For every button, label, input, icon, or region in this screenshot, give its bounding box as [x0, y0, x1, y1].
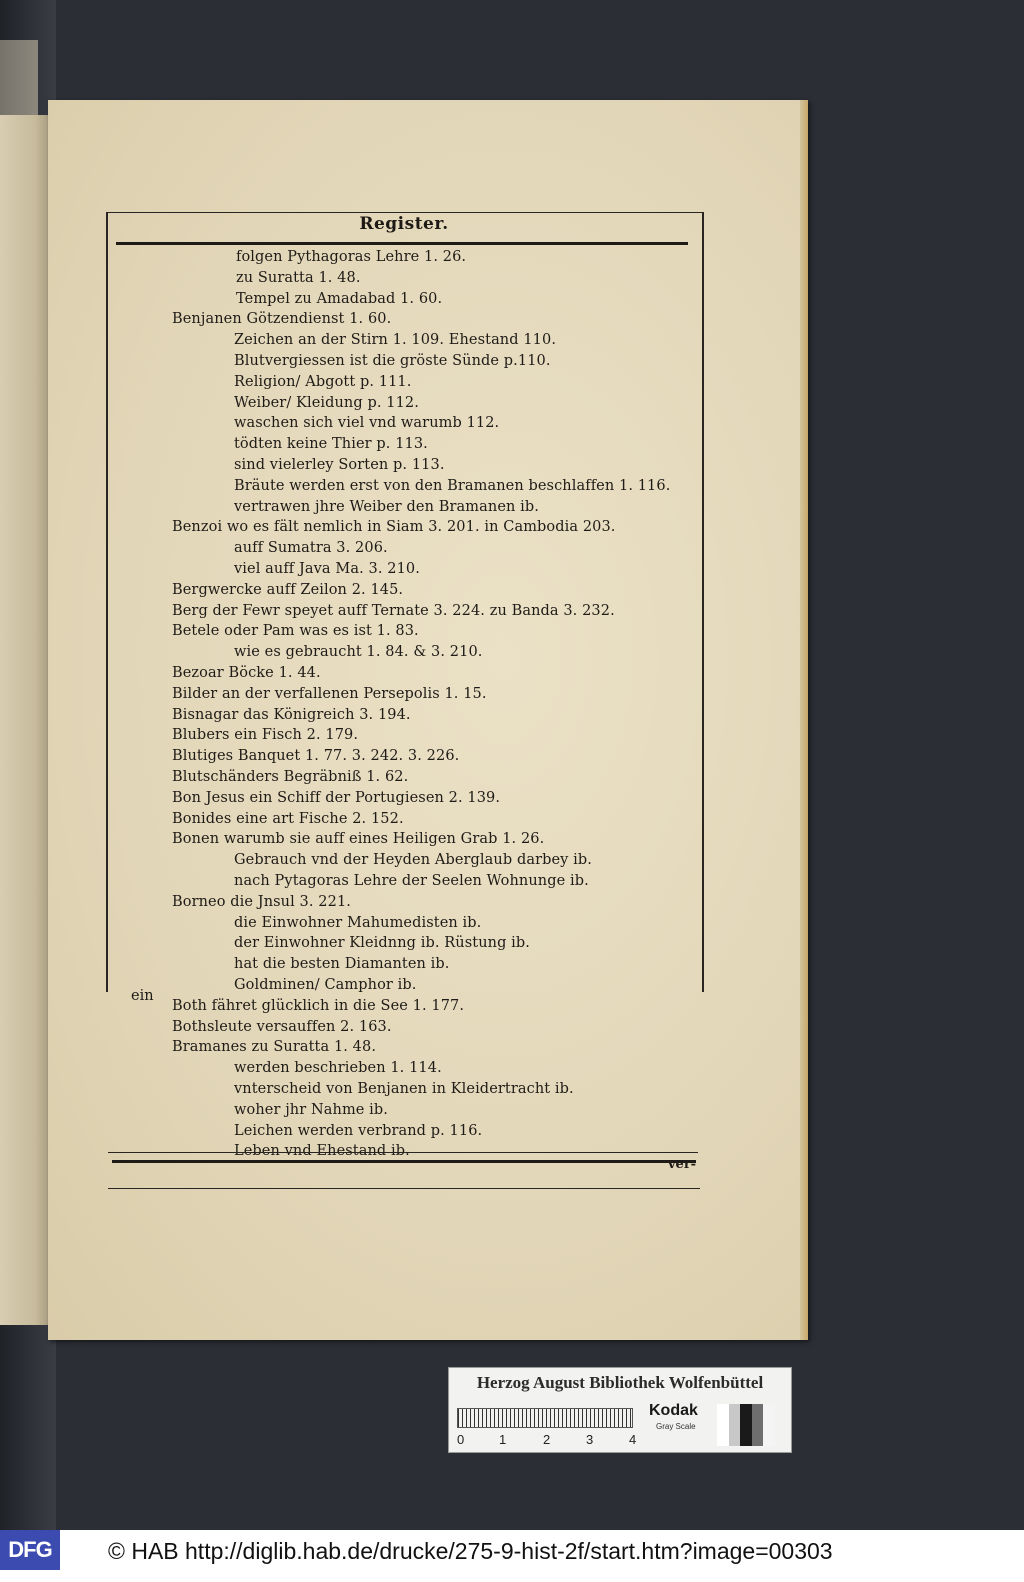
- catchword: ver-: [668, 1157, 697, 1172]
- ruler-numbers: [455, 1432, 645, 1448]
- ruler-number: 0: [457, 1432, 465, 1447]
- dfg-logo: DFG: [0, 1530, 60, 1570]
- register-entry: hat die besten Diamanten ib.: [234, 956, 450, 973]
- footer-url: © HAB http://diglib.hab.de/drucke/275-9-hist-2f/start.htm?image=00303: [108, 1538, 833, 1564]
- register-entry: der Einwohner Kleidnng ib. Rüstung ib.: [234, 935, 531, 952]
- register-entry: Bezoar Böcke 1. 44.: [172, 665, 321, 681]
- gray-patch: [763, 1404, 775, 1446]
- register-entry: Benzoi wo es fält nemlich in Siam 3. 201. in Cambodia 203.: [172, 519, 616, 536]
- register-entry: Weiber/ Kleidung p. 112.: [234, 394, 419, 411]
- register-entry: Betele oder Pam was es ist 1. 83.: [172, 623, 419, 640]
- register-entry: Tempel zu Amadabad 1. 60.: [236, 290, 443, 307]
- register-entry: Borneo die Jnsul 3. 221.: [172, 893, 351, 910]
- register-entry: sind vielerley Sorten p. 113.: [234, 457, 445, 473]
- register-entry: Bramanes zu Suratta 1. 48.: [172, 1039, 377, 1056]
- footer-rule-thin: [108, 1152, 698, 1153]
- register-entry: vnterscheid von Benjanen in Kleidertracht ib.: [234, 1081, 574, 1097]
- register-entry: Bilder an der verfallenen Persepolis 1. 15.: [172, 685, 487, 702]
- color-scale-card: [448, 1367, 792, 1453]
- register-entry: Religion/ Abgott p. 111.: [234, 373, 412, 390]
- header-rule-thin: [106, 212, 702, 213]
- gray-patch: [752, 1404, 764, 1446]
- register-entry: Leben vnd Ehestand ib.: [234, 1143, 410, 1160]
- ruler-number: 4: [629, 1432, 637, 1447]
- footer-rule-thick: [112, 1160, 696, 1163]
- margin-note: ein: [131, 988, 154, 1004]
- register-entry: Goldminen/ Camphor ib.: [234, 977, 417, 993]
- register-entry: folgen Pythagoras Lehre 1. 26.: [236, 249, 467, 265]
- register-entry: Bothsleute versauffen 2. 163.: [172, 1018, 392, 1035]
- register-entry: Bonen warumb sie auff eines Heiligen Grab 1. 26.: [172, 831, 545, 848]
- register-entry: Bräute werden erst von den Bramanen beschlaffen 1. 116.: [234, 477, 671, 494]
- register-entry: auff Sumatra 3. 206.: [234, 540, 388, 557]
- register-entry: Both fähret glücklich in die See 1. 177.: [172, 997, 465, 1014]
- register-entry: Leichen werden verbrand p. 116.: [234, 1122, 483, 1139]
- page-edge: [800, 100, 808, 1340]
- register-entry: die Einwohner Mahumedisten ib.: [234, 914, 482, 931]
- register-entry: Blutschänders Begräbniß 1. 62.: [172, 769, 409, 785]
- gray-scale-label: Gray Scale: [656, 1422, 696, 1431]
- previous-page: [0, 115, 50, 1325]
- gray-patch: [729, 1404, 741, 1446]
- ruler-number: 2: [543, 1432, 551, 1447]
- register-entry: tödten keine Thier p. 113.: [234, 436, 428, 453]
- register-entry: Blutiges Banquet 1. 77. 3. 242. 3. 226.: [172, 748, 460, 765]
- footer-rule-bottom: [108, 1188, 700, 1189]
- ruler: [457, 1408, 633, 1428]
- register-entry: Berg der Fewr speyet auff Ternate 3. 224. zu Banda 3. 232.: [172, 602, 615, 619]
- kodak-logo: Kodak: [649, 1402, 698, 1419]
- register-entry: Bonides eine art Fische 2. 152.: [172, 810, 404, 827]
- scale-title: Herzog August Bibliothek Wolfenbüttel: [476, 1373, 764, 1392]
- register-entry: Gebrauch vnd der Heyden Aberglaub darbey ib.: [234, 852, 592, 869]
- register-entry: Zeichen an der Stirn 1. 109. Ehestand 110.: [234, 332, 557, 349]
- register-entry: Benjanen Götzendienst 1. 60.: [172, 311, 392, 328]
- register-entry: Blubers ein Fisch 2. 179.: [172, 727, 359, 744]
- gray-patches: [717, 1404, 775, 1446]
- ruler-number: 3: [586, 1432, 594, 1447]
- register-entry: Blutvergiessen ist die gröste Sünde p.110.: [234, 353, 551, 369]
- register-entry: Bisnagar das Königreich 3. 194.: [172, 706, 411, 723]
- register-entry: zu Suratta 1. 48.: [236, 269, 361, 286]
- gray-patch: [717, 1404, 729, 1446]
- register-entry: wie es gebraucht 1. 84. & 3. 210.: [234, 644, 483, 661]
- register-entry: Bergwercke auff Zeilon 2. 145.: [172, 581, 404, 598]
- register-entry: Bon Jesus ein Schiff der Portugiesen 2. 139.: [172, 789, 501, 806]
- page-header: Register.: [359, 214, 449, 234]
- register-entry: woher jhr Nahme ib.: [234, 1101, 389, 1118]
- ruler-number: 1: [499, 1432, 507, 1447]
- gray-patch: [740, 1404, 752, 1446]
- book-page: [48, 100, 808, 1340]
- register-entry: nach Pytagoras Lehre der Seelen Wohnunge ib.: [234, 873, 589, 889]
- register-entry: werden beschrieben 1. 114.: [234, 1060, 442, 1077]
- register-entry: viel auff Java Ma. 3. 210.: [234, 561, 420, 577]
- header-rule-thick: [116, 242, 688, 245]
- register-entry: waschen sich viel vnd warumb 112.: [234, 415, 500, 432]
- register-entry: vertrawen jhre Weiber den Bramanen ib.: [234, 498, 539, 515]
